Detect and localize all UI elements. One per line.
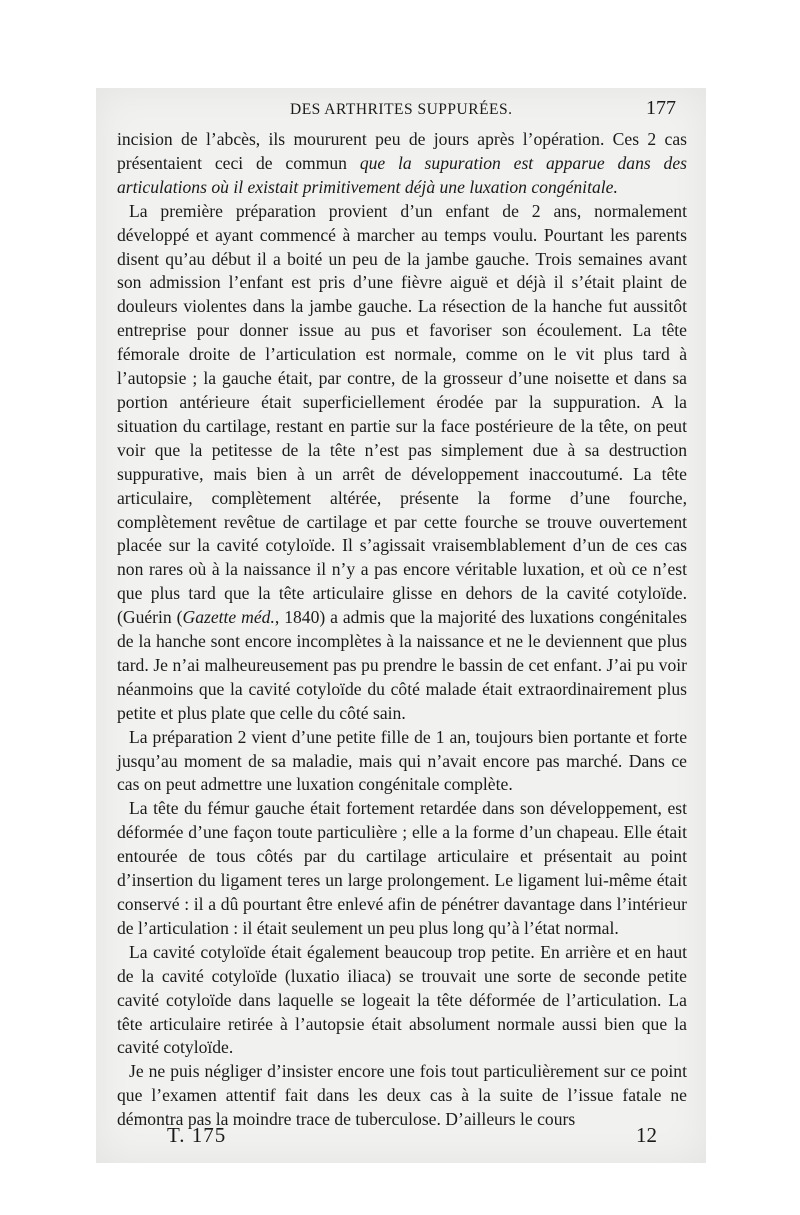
paragraph: La cavité cotyloïde était également beaucoup trop petite. En arrière et en haut de la cavité cotyloïde (luxatio iliaca) se trouvait une sorte de seconde petite cavité cotyloïde dans laquelle se logeait la tête déformée de l’articulation. La tête articulaire retirée à l’autopsie était absolument normale aussi bien que la cavité cotyloïde. bbox=[117, 941, 687, 1058]
paragraph bbox=[117, 128, 687, 200]
page-number: 177 bbox=[646, 97, 676, 119]
running-head: DES ARTHRITES SUPPURÉES. bbox=[290, 101, 513, 118]
body-text bbox=[117, 128, 687, 1132]
italic-text-run: que la supuration est apparue dans des articulations où il existait primitivement déjà une luxation congénitale. bbox=[117, 152, 687, 197]
paragraph: Je ne puis négliger d’insister encore une fois tout particulièrement sur ce point que l’examen attentif fait dans les deux cas à la suite de l’issue fatale ne démontra pas la moindre trace de tuberculose. D’ailleurs le cours bbox=[117, 1061, 687, 1130]
sheet-signature: 12 bbox=[636, 1123, 657, 1147]
paragraph: La préparation 2 vient d’une petite fille de 1 an, toujours bien portante et forte jusqu’au moment de sa maladie, mais qui n’avait encore pas marché. Dans ce cas on peut admettre une luxation congénitale complète. bbox=[117, 726, 687, 795]
text-run: , 1840) a admis que la majorité des luxations congénitales de la hanche sont encore incomplètes à la naissance et ne le deviennent que plus tard. Je n’ai malheureusement pas pu prendre le bassin de cet enfant. J’ai pu voir néanmoins que la cavité cotyloïde du côté malade était extraordinairement plus petite et plus plate que celle du côté sain. bbox=[117, 607, 687, 723]
italic-text-run: Gazette méd. bbox=[182, 607, 275, 628]
text-run: incision de l’abcès, ils moururent peu de jours après l’opération. Ces 2 cas présentaient ceci de commun bbox=[117, 129, 687, 173]
volume-signature: T. 175 bbox=[167, 1123, 227, 1147]
paragraph: La tête du fémur gauche était fortement retardée dans son développement, est déformée d’une façon toute particulière ; elle a la forme d’un chapeau. Elle était entourée de tous côtés par du cartilage articulaire et présentait au point d’insertion du ligament teres un large prolongement. Le ligament lui-même était conservé : il a dû pourtant être enlevé afin de pénétrer davantage dans l’intérieur de l’articulation : il était seulement un peu plus long qu’à l’état normal. bbox=[117, 798, 687, 938]
text-run: La première préparation provient d’un enfant de 2 ans, normalement développé et ayant commencé à marcher au temps voulu. Pourtant les parents disent qu’au début il a boité un peu de la jambe gauche. Trois semaines avant son admission l’enfant est pris d’une fièvre aiguë et déjà il s’était plaint de douleurs violentes dans la jambe gauche. La résection de la hanche fut aussitôt entreprise pour donner issue au pus et favoriser son écoulement. La tête fémorale droite de l’articulation est normale, comme on le vit plus tard à l’autopsie ; la gauche était, par contre, de la grosseur d’une noisette et dans sa portion antérieure était superficiellement érodée par la suppuration. A la situation du cartilage, restant en partie sur la face postérieure de la tête, on peut voir que la petitesse de la tête n’est pas simplement due à sa destruction suppurative, mais bien à un arrêt de développement inaccoutumé. La tête articulaire, complètement altérée, présente la forme d’une fourche, complètement revêtue de cartilage et par cette fourche se trouve ouvertement placée sur la cavité cotyloïde. Il s’agissait vraisemblablement d’un de ces cas non rares où à la naissance il n’y a pas encore véritable luxation, et où ce n’est que plus tard que la tête articulaire glisse en dehors de la cavité cotyloïde. (Guérin ( bbox=[117, 200, 687, 628]
paragraph bbox=[117, 200, 687, 726]
